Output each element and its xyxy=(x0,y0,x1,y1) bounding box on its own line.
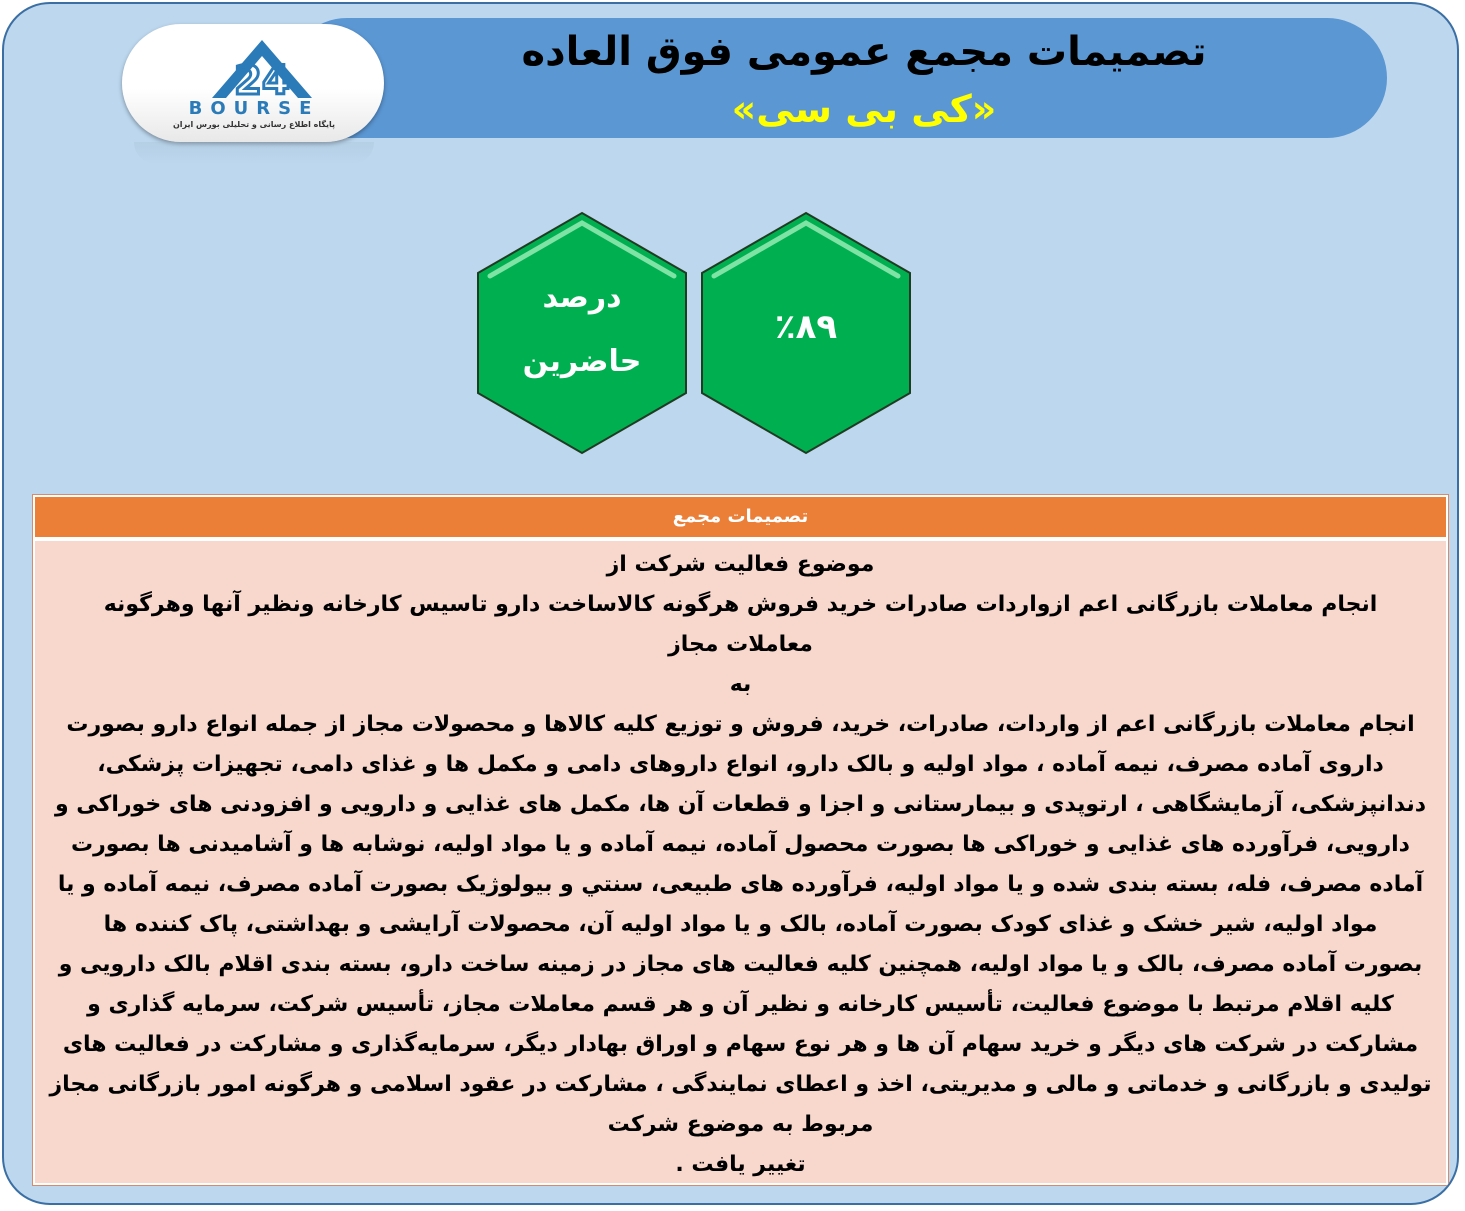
decisions-heading: تصمیمات مجمع xyxy=(35,497,1446,537)
attendance-label-hexagon xyxy=(474,210,690,456)
attendance-label-line2: حاضرین xyxy=(522,344,642,379)
page-title: تصمیمات مجمع عمومی فوق العاده xyxy=(521,29,1207,75)
logo-wordmark: BOURSE xyxy=(188,98,320,119)
decisions-panel xyxy=(32,494,1449,1186)
page-frame xyxy=(2,2,1459,1205)
logo-tagline: پایگاه اطلاع رسانی و تحلیلی بورس ایران xyxy=(172,120,336,129)
logo-reflection xyxy=(134,142,374,164)
logo-number: 24 xyxy=(234,58,290,104)
attendance-value: ٪۸۹ xyxy=(774,307,838,347)
bourse24-logo xyxy=(122,24,384,142)
company-name: «کی بی سی» xyxy=(731,87,997,131)
decisions-body xyxy=(35,541,1446,1183)
decisions-text: موضوع فعالیت شرکت از انجام معاملات بازرگانی اعم ازواردات صادرات خرید فروش هرگونه کالاساخت دارو تاسیس کارخانه ونظیر آنها وهرگونه معاملات مجاز به انجام معاملات بازرگانی اعم از واردات، صادرات، خرید، فروش و توزیع کلیه کالاها و محصولات مجاز از جمله انواع دارو بصورت داروی آماده مصرف، نیمه آماده ، مواد اولیه و بالک دارو، انواع داروهای دامی و مکمل ها و غذای دامی، تجهیزات پزشکی، دندانپزشکی، آزمایشگاهی ، ارتوپدی و بیمارستانی و اجزا و قطعات آن ها، مکمل های غذایی و دارویی و افزودنی های خوراکی و دارویی، فرآورده های غذایی و خوراکی ها بصورت محصول آماده، نیمه آماده و یا مواد اولیه، نوشابه ها و آشامیدنی ها بصورت آماده مصرف، فله، بسته بندی شده و یا مواد اولیه، فرآورده های طبیعی، سنتي و بیولوژیک بصورت آماده مصرف، نیمه آماده و یا مواد اولیه، شیر خشک و غذای کودک بصورت آماده، بالک و یا مواد اولیه آن، محصولات آرایشی و بهداشتی، پاک کننده ها بصورت آماده مصرف، بالک و یا مواد اولیه، همچنین کلیه فعالیت های مجاز در زمینه ساخت دارو، بسته بندی اقلام بالک دارویی و کلیه اقلام مرتبط با موضوع فعالیت، تأسیس کارخانه و نظیر آن و هر قسم معاملات مجاز، تأسیس شرکت، سرمایه گذاری و مشارکت در شرکت های دیگر و خرید سهام آن ها و هر نوع سهام و اوراق بهادار دیگر، سرمایه‌گذاری و مشارکت در فعالیت های تولیدی و بازرگانی و خدماتی و مالی و مدیریتی، اخذ و اعطای نمایندگی ، مشارکت در عقود اسلامی و هرگونه امور بازرگانی مجاز مربوط به موضوع شرکت تغییر یافت . xyxy=(49,552,1432,1177)
logo-mark-icon xyxy=(202,34,322,104)
attendance-label-line1: درصد xyxy=(542,280,622,315)
